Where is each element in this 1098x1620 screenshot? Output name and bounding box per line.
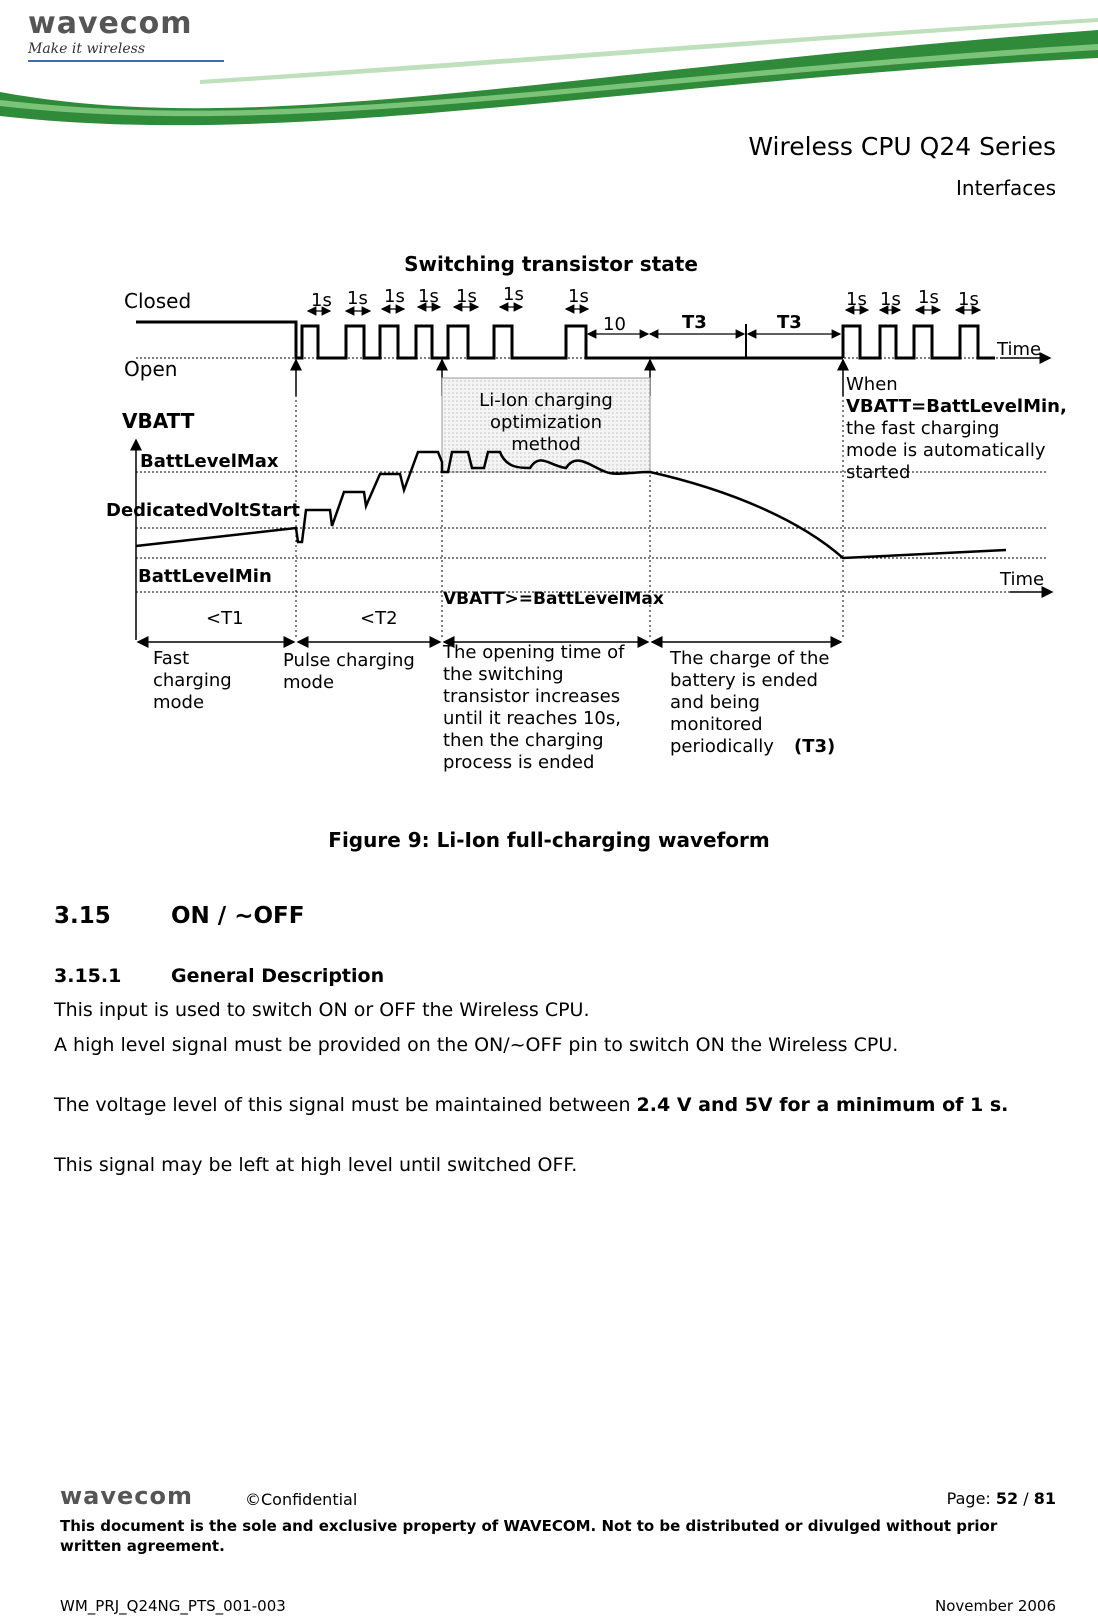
t3-label: T3 [777,312,802,333]
note-line: the fast charging [846,418,1000,439]
switching-state-waveform [136,322,995,358]
document-title: Wireless CPU Q24 Series [748,132,1056,161]
t1-label: <T1 [206,608,244,629]
period-label: 1s [384,286,405,307]
ten-seconds-label: 10 [603,314,626,335]
phase-opening-description [442,642,625,773]
auto-restart-note [846,374,1067,483]
page-label: Page: [946,1489,991,1508]
note-line: When [846,374,898,395]
period-label: 1s [456,286,477,307]
footer-logo-wordmark: wavecom [60,1482,194,1510]
phase-line: periodically [670,736,774,757]
phase-line: monitored [670,714,763,735]
subsection-title: General Description [171,965,385,987]
section-number: 3.15 [54,903,111,929]
optimization-label: method [511,434,581,455]
phase-line: transistor increases [443,686,621,707]
confidential-label: ©Confidential [245,1490,358,1509]
paragraph [54,1093,1056,1118]
figure-title: Switching transistor state [404,252,698,276]
phase-pulse-description [283,650,415,693]
figure-caption: Figure 9: Li-Ion full-charging waveform [328,828,770,852]
dedicated-volt-start-label: DedicatedVoltStart [106,500,301,521]
note-line: started [846,462,911,483]
period-label: 1s [503,284,524,305]
paragraph: A high level signal must be provided on the ON/~OFF pin to switch ON the Wireless CPU. [54,1034,899,1056]
logo-wordmark: wavecom [28,6,193,41]
page-total: 81 [1033,1489,1056,1508]
time-label-bottom: Time [1000,569,1045,590]
period-label: 1s [846,289,867,310]
phase-line: until it reaches 10s, [443,708,621,729]
phase-line: and being [670,692,760,713]
period-label: 1s [568,286,589,307]
period-label: 1s [347,288,368,309]
phase-line: then the charging [443,730,604,751]
phase-line: process is ended [443,752,595,773]
phase-line: the switching [443,664,564,685]
phase-line: Fast [153,648,190,669]
closed-label: Closed [124,289,192,313]
phase-line: charging [153,670,232,691]
period-label: 1s [418,286,439,307]
batt-level-max-label: BattLevelMax [140,451,279,472]
phase-line: battery is ended [670,670,818,691]
paragraph: This signal may be left at high level until switched OFF. [54,1154,578,1176]
optimization-label: Li-Ion charging [479,390,613,411]
phase-monitor-description [669,648,835,757]
logo-tagline: Make it wireless [28,41,224,62]
document-date: November 2006 [935,1597,1056,1615]
period-labels [311,284,979,311]
paragraph: This input is used to switch ON or OFF the Wireless CPU. [54,999,590,1021]
time-label-top: Time [997,339,1042,360]
t2-label: <T2 [360,608,398,629]
period-label: 1s [918,287,939,308]
phase-line: The charge of the [670,648,830,669]
phase-line: Pulse charging [283,650,415,671]
optimization-label: optimization [490,412,602,433]
subsection-number: 3.15.1 [54,965,122,987]
period-label: 1s [880,289,901,310]
footer-logo [60,1482,193,1510]
period-label: 1s [311,290,332,311]
phase-fast-description [153,648,232,713]
open-label: Open [124,357,178,381]
phase-line: mode [283,672,335,693]
page-separator: / [1023,1489,1029,1508]
page-current: 52 [995,1489,1019,1508]
document-section: Interfaces [956,176,1056,200]
paragraph-text: The voltage level of this signal must be maintained between [54,1094,631,1116]
condition-label: VBATT>=BattLevelMax [443,589,664,609]
paragraph-bold-text: 2.4 V and 5V for a minimum of 1 s. [636,1094,1009,1116]
charging-waveform-figure [0,240,1098,800]
page-number [947,1489,1056,1508]
vbatt-axis-label: VBATT [122,409,195,433]
note-line: VBATT=BattLevelMin, [846,396,1067,417]
period-label: 1s [958,289,979,310]
phase-line: (T3) [794,736,836,757]
section-title: ON / ~OFF [171,903,305,929]
phase-line: mode [153,692,205,713]
t3-label: T3 [682,312,707,333]
batt-level-min-label: BattLevelMin [138,566,272,587]
header-swoosh [0,0,1098,130]
document-reference: WM_PRJ_Q24NG_PTS_001-003 [60,1597,286,1615]
note-line: mode is automatically [846,440,1046,461]
confidentiality-note: This document is the sole and exclusive property of WAVECOM. Not to be distributed or divulged without prior written agreement. [60,1517,998,1555]
phase-line: The opening time of [443,642,625,663]
